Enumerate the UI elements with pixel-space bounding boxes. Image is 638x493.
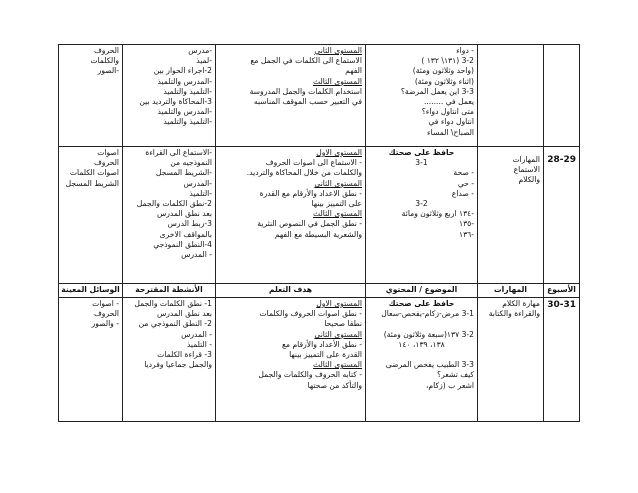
topic-line: - صحة [453, 168, 474, 178]
topic-line: 3-3 اين يعمل المرضة؟ [400, 86, 474, 96]
skills-cell [478, 147, 544, 284]
topic-line: (اثناء وثلاثون ومئة) [414, 76, 474, 86]
topic-title: حافظ على صحتك [388, 299, 455, 308]
goal-line: - كتابه الحروف والكلمات والجمل [258, 370, 362, 380]
skill-line: والقراءة والكتابة [488, 309, 540, 319]
table-row [59, 45, 580, 147]
level-heading: المستوى الثالث [313, 209, 362, 219]
goal-line: - الاستماع الى اصوات الحروف [265, 158, 362, 168]
goal-line: نطقا صحيحا [324, 319, 362, 329]
topic-line: 3-2 [415, 199, 428, 209]
level-heading: المستوى الثالث [313, 360, 362, 370]
lesson-plan-table [58, 44, 580, 422]
skill-line: والكلام [518, 175, 540, 185]
skill-line: الاستماع [513, 165, 540, 175]
aid-line: الحروف [93, 309, 119, 319]
aid-line: اصوات الكلمات [69, 168, 119, 178]
topic-line: ١٣٨، ١٣٩، ١٤٠ [398, 339, 445, 349]
topic-line: -١٣٦ [459, 229, 474, 239]
activity-line: 3- قراءة الكلمات [157, 350, 212, 360]
activity-line: - المدرس [181, 250, 212, 260]
week-cell [544, 45, 580, 147]
activity-line: -المدرس [183, 178, 212, 188]
activity-line: 3-المحاكاة والترديد بين [139, 97, 212, 107]
goal-cell [216, 147, 366, 284]
goal-line: في التعبير حسب الموقف المناسبه [253, 97, 362, 107]
aids-cell [59, 298, 123, 422]
activity-line: 1- نطق الكلمات والجمل [134, 299, 212, 308]
aid-line: - والصور [91, 319, 119, 329]
level-heading: المستوى الثاني [314, 329, 362, 339]
goal-line: - نطق اصوات الحروف والكلمات [259, 309, 362, 319]
header-skills: المهارات [478, 284, 544, 298]
topic-line: -١٣٤ اربع وثلاثون ومائة [401, 209, 474, 219]
topic-line: يعمل في ........ [423, 97, 474, 107]
goal-line: - نطق الأعداد والأرقام مع [281, 339, 362, 349]
activity-line: - المدرس [181, 329, 212, 339]
header-activities: الأنشطة المقترحة [123, 284, 216, 298]
goal-line: والتأكد من صحتها [307, 380, 362, 390]
goal-line: استخدام الكلمات والجمل المدروسة [249, 86, 362, 96]
topic-line: 3-1 [415, 158, 428, 168]
activity-line: بعد نطق المدرس [156, 209, 212, 219]
activity-line: -لميذ [196, 56, 212, 66]
level-heading: المستوى الاول [316, 148, 362, 157]
aid-line: -الصور [97, 66, 119, 76]
skills-cell [478, 298, 544, 422]
topic-line: - دواء [456, 46, 474, 55]
aid-line: - اصوات [92, 299, 119, 308]
topic-cell [366, 45, 478, 147]
topic-line: 3-2 (١٣١\ ١٣٢ ) [421, 56, 474, 66]
topic-line: 3-2 ١٣٧(سبعة وثلاثون ومئة) [383, 329, 474, 339]
activity-line: 2-اجراء الحوار بين [153, 66, 212, 76]
aid-line: والكلمات [90, 56, 119, 66]
topic-cell [366, 298, 478, 422]
week-cell: 30-31 [544, 298, 580, 422]
skills-cell [478, 45, 544, 147]
topic-line: كيف تشعر؟ [437, 370, 474, 380]
level-heading: المستوى الثاني [314, 46, 362, 55]
activity-line: -الشريط المسجل [155, 168, 212, 178]
topic-line: (واحد وثلاثون ومئة) [412, 66, 474, 76]
topic-line: 3-3 الطبيب يفحص المرضى [385, 360, 474, 370]
activity-line: بعد نطق المدرس [156, 309, 212, 319]
goal-cell [216, 45, 366, 147]
table-row [59, 147, 580, 284]
topic-line: 3-1 مرض-زكام-يفحص-سعال [381, 309, 474, 319]
topic-line: الصباح\ المساء [427, 127, 474, 137]
activity-line: -الاستماع الى القراءة [145, 148, 212, 157]
skill-line: مهارة الكلام [502, 299, 540, 308]
week-cell: 28-29 [544, 147, 580, 284]
skill-line: المهارات [512, 155, 540, 164]
header-goal: هدف التعلم [216, 284, 366, 298]
activities-cell [123, 147, 216, 284]
goal-line: والشعرية البسيطة مع الفهم [274, 229, 362, 239]
activity-line: والجمل جماعيا وفرديا [144, 360, 212, 370]
goal-cell [216, 298, 366, 422]
goal-line: الاستماع الى الكلمات في الجمل مع [250, 56, 362, 66]
activity-line: 2-نطق الكلمات والجمل [136, 199, 212, 209]
aids-cell [59, 45, 123, 147]
topic-line: اشعر ب (زكام، [425, 380, 474, 390]
activity-line: بالمواقف الاخرى [159, 229, 212, 239]
topic-line: -١٣٥ [459, 219, 474, 229]
goal-line: - نطق الجمل في النصوص النثرية [257, 219, 362, 229]
activity-line: -التلميذ والتلميذ [163, 86, 212, 96]
activity-line: -المدرس والتلميذ [157, 76, 212, 86]
aid-line: الشريط المسجل [65, 178, 119, 188]
goal-line: - نطق الاعداد والأرقام مع القدرة [259, 188, 362, 198]
header-aids: الوسائل المعينة [59, 284, 123, 298]
topic-title: حافظ على صحتك [388, 148, 455, 157]
activity-line: -المدرس والتلميذ [157, 107, 212, 117]
activity-line: 3-ربط الدرس [167, 219, 212, 229]
activity-line: 2- النطق النموذجي من [138, 319, 212, 329]
table-row [59, 298, 580, 422]
topic-line: - صداع [451, 188, 474, 198]
goal-line: على التمييز بينها [311, 199, 362, 209]
level-heading: المستوى الاول [316, 299, 362, 308]
goal-line: والكلمات من خلال المحاكاة والترديد. [246, 168, 362, 178]
aids-cell [59, 147, 123, 284]
topic-cell [366, 147, 478, 284]
header-topic: الموضوع / المحتوي [366, 284, 478, 298]
topic-line: متى انتاول دواء؟ [421, 107, 474, 117]
activity-line: -مدرس [188, 46, 212, 55]
aid-line: الحروف [93, 158, 119, 168]
activity-line: -التلميذ والتلميذ [163, 117, 212, 127]
goal-line: الفهم [345, 66, 362, 76]
aid-line: الحروف [93, 46, 119, 55]
table-header-row [59, 284, 580, 298]
activity-line: - التلميذ [186, 339, 212, 349]
goal-line: القدرة على التمييز بينها [289, 350, 362, 360]
activities-cell [123, 45, 216, 147]
topic-line: انتاول دواء في [428, 117, 474, 127]
aid-line: اصوات [97, 148, 119, 157]
level-heading: المستوى الثالث [313, 76, 362, 86]
level-heading: المستوى الثاني [314, 178, 362, 188]
activity-line: -التلميذ [189, 188, 212, 198]
activity-line: 4-النطق النموذجي [153, 239, 212, 249]
activities-cell [123, 298, 216, 422]
activity-line: النموذجيه من [170, 158, 212, 168]
topic-line: - حي [457, 178, 474, 188]
header-week: الأسبوع [544, 284, 580, 298]
